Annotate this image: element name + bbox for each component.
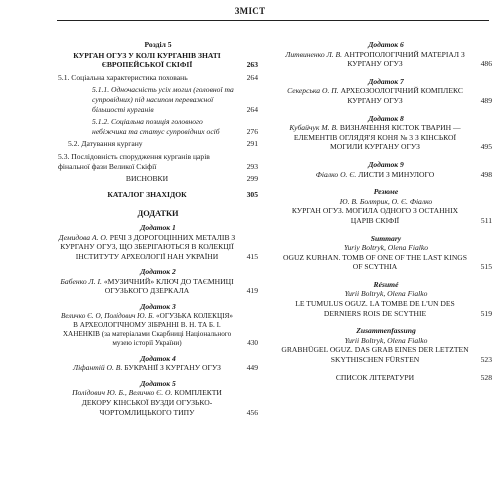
- appendix-title: АНТРОПОЛОГІЧНИЙ МАТЕРІАЛ З КУРГАНУ ОГУЗ: [343, 49, 465, 69]
- entry-text: 5.3. Послідовність спорудження курганів царів фінальної фази Великої Скіфії: [58, 151, 210, 171]
- appendix-label: Додаток 7: [368, 76, 404, 86]
- entry-text: 5.2. Датування кургану: [68, 139, 143, 149]
- page-number: 489: [480, 95, 492, 105]
- appendix-author: Ліфантій О. В.: [73, 363, 123, 373]
- summary-title: КУРГАН ОГУЗ. МОГИЛА ОДНОГО З ОСТАННІХ ЦАРІВ СКІФІЇ: [291, 206, 459, 225]
- section-title: КУРГАН ОГУЗ У КОЛІ КУРГАНІВ ЗНАТІ ЄВРОПЕЙСЬКОЇ СКІФІЇ: [73, 50, 221, 70]
- page-number: 430: [247, 338, 258, 347]
- toc-right-column: [280, 40, 492, 382]
- summary-label: Résumé: [373, 279, 399, 289]
- appendix-label: Додаток 5: [140, 378, 176, 388]
- page-number: 498: [480, 169, 492, 179]
- page-number: 511: [480, 215, 492, 225]
- page-number: 495: [480, 142, 492, 152]
- toc-appendix-1: [58, 223, 258, 261]
- entry-text: ВИСНОВКИ: [125, 174, 169, 184]
- toc-entry-5-2: [58, 139, 258, 149]
- page-number: 519: [480, 308, 492, 318]
- appendix-title: АРХЕОЗООЛОГІЧНИЙ КОМПЛЕКС КУРГАНУ ОГУЗ: [340, 86, 463, 105]
- toc-summary-fr: [280, 280, 492, 318]
- toc-appendix-2: [58, 267, 258, 296]
- toc-left-column: [58, 40, 258, 417]
- page-header-title: ЗМІСТ: [234, 6, 266, 16]
- appendix-label: Додаток 8: [368, 113, 404, 123]
- appendix-title: РЕЧІ З ДОРОГОЦІННИХ МЕТАЛІВ З КУРГАНУ ОГУЗ, ЩО ЗБЕРІГАЮТЬСЯ В КОЛЕКЦІЇ ІНСТИТУТУ АРХЕОЛОГІЇ НАН УКРАЇНИ: [60, 232, 236, 261]
- summary-label: Резюме: [373, 187, 399, 197]
- entry-text: СПИСОК ЛІТЕРАТУРИ: [335, 372, 415, 382]
- header-rule: [57, 20, 489, 21]
- appendix-label: Додаток 4: [140, 353, 176, 363]
- page-number: 293: [246, 161, 258, 171]
- appendix-author: Фіалко О. Є.: [315, 169, 357, 179]
- page-number: 528: [480, 372, 492, 382]
- page-number: 264: [246, 104, 258, 114]
- toc-entry-5-1-1: [58, 85, 258, 114]
- toc-appendix-4: [58, 354, 258, 373]
- page-number: 486: [480, 59, 492, 69]
- toc-entry-5-1-2: [58, 117, 258, 136]
- appendix-title: ЛИСТИ З МИНУЛОГО: [358, 169, 435, 179]
- toc-appendix-3: [58, 302, 258, 348]
- appendix-label: Додаток 1: [140, 222, 176, 232]
- toc-entry-conclusions: [58, 174, 258, 184]
- toc-entry-catalog: [58, 190, 258, 200]
- appendix-label: Додаток 6: [368, 40, 404, 49]
- toc-summary-ua: [280, 187, 492, 225]
- appendix-title: «ОГУЗЬКА КОЛЕКЦІЯ» В АРХЕОЛОГІЧНОМУ ЗІБРАННІ В. Н. ТА Б. І. ХАНЕНКІВ: [62, 311, 233, 338]
- toc-appendix-7: [280, 77, 492, 106]
- appendix-title: «МУЗИЧНИЙ» КЛЮЧ ДО ТАЄМНИЦІ ОГУЗЬКОГО ДЗЕРКАЛА: [103, 276, 234, 296]
- toc-appendix-8: [280, 114, 492, 152]
- toc-bibliography: [280, 373, 492, 383]
- entry-text: 5.1.2. Соціальна позиція головного небіжчика та статус супровідних осіб: [92, 117, 220, 136]
- appendix-author: Величко Є. О, Полідович Ю. Б.: [61, 311, 155, 320]
- appendix-author: Кубайчук М. В.: [289, 123, 338, 133]
- page-number: 264: [246, 72, 258, 82]
- page-number: 415: [246, 251, 258, 261]
- page-number: 456: [246, 407, 258, 417]
- appendix-author: Полідович Ю. Б., Величко Є. О.: [72, 388, 173, 398]
- page-number: 419: [246, 286, 258, 296]
- page-number: 299: [246, 174, 258, 184]
- page-number: 523: [480, 355, 492, 365]
- toc-summary-de: [280, 326, 492, 364]
- toc-appendix-6: [280, 40, 492, 69]
- entry-text: 5.1. Соціальна характеристика поховань: [58, 72, 188, 82]
- appendices-heading: ДОДАТКИ: [137, 209, 179, 219]
- toc-appendix-5: [58, 379, 258, 417]
- entry-text: КАТАЛОГ ЗНАХІДОК: [107, 189, 187, 199]
- toc-entry-5-3: [58, 152, 258, 171]
- page-number: 305: [246, 189, 258, 199]
- appendix-note: (за матеріалами Скарбниці Національного музею історії України): [101, 329, 232, 347]
- toc-entry-5-1: [58, 73, 258, 83]
- appendix-title: БУКРАНІЇ З КУРГАНУ ОГУЗ: [124, 363, 221, 373]
- entry-text: 5.1.1. Одночасність усіх могил (головної та супровідних) під насипом переважної більшості курганів: [92, 85, 234, 114]
- toc-appendix-9: [280, 160, 492, 179]
- appendix-author: Секерська О. П.: [287, 86, 339, 96]
- page-number: 449: [246, 363, 258, 373]
- summary-title: GRABHÜGEL OGUZ. DAS GRAB EINES DER LETZTEN SKYTHISCHEN FÜRSTEN: [281, 345, 469, 365]
- appendix-label: Додаток 3: [140, 302, 176, 312]
- summary-label: Zusammenfassung: [356, 326, 416, 336]
- summary-title: OGUZ KURHAN. TOMB OF ONE OF THE LAST KINGS OF SCYTHIA: [282, 252, 468, 272]
- summary-authors: Yurii Boltryk, Olena Fialko: [344, 335, 428, 345]
- page-number: 291: [246, 139, 258, 149]
- section-label: Розділ 5: [144, 40, 172, 49]
- appendix-author: Демидова А. О.: [58, 232, 108, 242]
- appendix-label: Додаток 2: [140, 267, 176, 277]
- toc-section-5: [58, 40, 258, 70]
- appendix-author: Литвиненко Л. В.: [285, 49, 343, 59]
- appendix-author: Бабенко Л. І.: [60, 276, 102, 286]
- summary-label: Summary: [370, 233, 402, 243]
- page-number: 515: [480, 262, 492, 272]
- summary-authors: Yuriy Boltryk, Olena Fialko: [343, 243, 429, 253]
- appendix-title: КОМПЛЕКТИ ДЕКОРУ КІНСЬКОЇ ВУЗДИ ОГУЗЬКО-ЧОРТОМЛИЦЬКОГО ТИПУ: [81, 388, 222, 417]
- page-number: 263: [246, 60, 258, 70]
- appendix-title: ВИЗНАЧЕННЯ КІСТОК ТВАРИН — ЕЛЕМЕНТІВ ОГЛЯДЯ'Я КОНЯ № 3 З КІНСЬКОЇ МОГИЛИ КУРГАНУ ОГУЗ: [293, 123, 461, 152]
- toc-summary-en: [280, 234, 492, 272]
- summary-authors: Yurii Boltryk, Olena Fialko: [344, 289, 428, 299]
- summary-authors: Ю. В. Болтрик, О. Є. Фіалко: [339, 196, 433, 206]
- page-number: 276: [246, 126, 258, 136]
- summary-title: LE TUMULUS OGUZ. LA TOMBE DE L'UN DES DERNIERS ROIS DE SCYTHIE: [295, 299, 455, 318]
- appendix-label: Додаток 9: [368, 159, 404, 169]
